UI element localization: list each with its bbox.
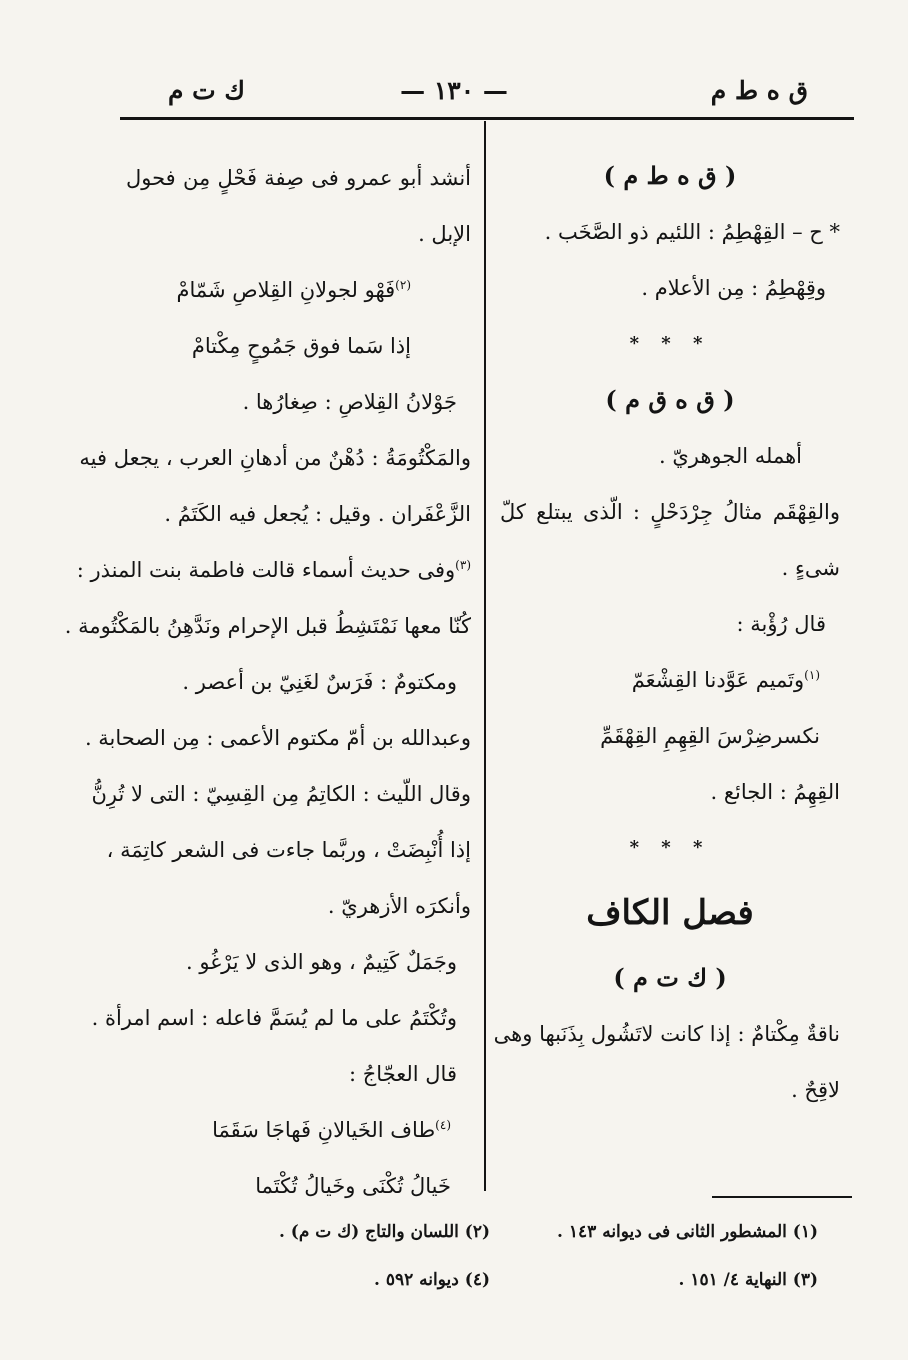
right-column-line: * ح – القِهْطِمُ : اللئيم ذو الصَّخَب .: [544, 220, 840, 244]
left-column-line: ومكتومٌ : فَرَسٌ لغَنِيّ بن أعصر .: [182, 670, 457, 694]
column-divider: [484, 121, 486, 1191]
header-rule: [120, 117, 854, 120]
left-column-line: وجَمَلٌ كَتِيمٌ ، وهو الذى لا يَرْغُو .: [186, 950, 457, 974]
right-column-line-text: وتَميم عَوَّدنا القِشْعَمّ: [631, 668, 805, 692]
footnote-marker: (١): [804, 668, 820, 682]
right-column-line: * * *: [629, 333, 711, 354]
footnote-marker: (٣): [455, 558, 471, 572]
left-column-line-text: طاف الخَيالانِ فَهاجَا سَقَمَا: [212, 1118, 436, 1142]
left-column-line: وقال اللّيث : الكاتِمُ مِن القِسِيّ : التى لا تُرِنُّ: [91, 782, 471, 806]
right-column-line: القِهِمُ : الجائع .: [710, 780, 840, 804]
left-column-line: خَيالُ تُكْنَى وخَيالُ تُكْتَما: [255, 1174, 451, 1198]
right-column: [493, 148, 840, 1118]
left-column-line-text: وفى حديث أسماء قالت فاطمة بنت المنذر :: [76, 558, 456, 582]
right-column-line: قال رُؤْبة :: [736, 612, 826, 636]
right-column-line: فصل الكاف: [586, 893, 754, 933]
left-column: [64, 150, 471, 1214]
footnote-4: (٤) ديوانه ٥٩٢ .: [374, 1270, 490, 1290]
right-column-line: [500, 652, 840, 708]
footnote-marker: (٤): [435, 1118, 451, 1132]
left-column-line: والمَكْتُومَةُ : دُهْنٌ من أدهانِ العرب ، يجعل فيه: [79, 446, 471, 470]
footnote-3: (٣) النهاية ٤/ ١٥١ .: [678, 1270, 818, 1290]
left-column-line: إذا سَما فوق جَمُوحٍ مِكْتامْ: [191, 334, 411, 358]
left-column-line-text: فَهْو لجولانِ القِلاصِ شَمّامْ: [176, 278, 396, 302]
left-column-line: وتُكْتَمُ على ما لم يُسَمَّ فاعله : اسم امرأة .: [91, 1006, 457, 1030]
footnote-2: (٢) اللسان والتاج (ك ت م) .: [278, 1222, 490, 1242]
header-root-right: ق ه ط م: [710, 76, 808, 105]
right-column-line: أهمله الجوهريّ .: [658, 444, 802, 468]
left-column-line: وعبدالله بن أمّ مكتوم الأعمى : مِن الصحابة .: [84, 726, 471, 750]
footnote-marker: (٢): [395, 278, 411, 292]
left-column-line: [126, 1102, 471, 1158]
left-column-line: [76, 542, 471, 598]
right-column-line: ناقةٌ مِكْتامٌ : إذا كانت لاتَشُول بِذَنَبها وهى: [493, 1022, 840, 1046]
right-column-line: ( ك ت م ): [613, 963, 727, 992]
left-column-line: أنشد أبو عمرو فى صِفة فَحْلٍ مِن فحول: [126, 166, 471, 190]
header-root-left: ك ت م: [168, 76, 246, 105]
right-column-line: شىءٍ .: [781, 556, 840, 580]
right-column-line: * * *: [629, 837, 711, 858]
right-column-line: لاقِحٌ .: [791, 1078, 840, 1102]
right-column-line: نكسرضِرْسَ القِهِمِ القِهْقَمِّ: [600, 724, 820, 748]
right-column-line: والقِهْقَم مثالُ جِرْدَحْلٍ : الّذى يبتلع كلّ: [500, 500, 840, 524]
left-column-line: كُنّا معها نَمْتَشِطُ قبل الإحرام ونَدَّهِنُ بالمَكْتُومة .: [64, 614, 471, 638]
left-column-line: الزَّعْفَران . وقيل : يُجعل فيه الكَتَمُ .: [164, 502, 471, 526]
footnote-1: (١) المشطور الثانى فى ديوانه ١٤٣ .: [557, 1222, 818, 1242]
left-column-line: [126, 262, 471, 318]
left-column-line: جَوْلانُ القِلاصِ : صِغارُها .: [242, 390, 457, 414]
left-column-line: وأنكرَه الأزهريّ .: [327, 894, 471, 918]
right-column-line: ( ق ه ط م ): [603, 161, 737, 190]
left-column-line: الإبل .: [418, 222, 471, 246]
left-column-line: قال العجّاجُ :: [349, 1062, 457, 1086]
footnote-rule: [712, 1196, 852, 1198]
right-column-line: ( ق ه ق م ): [605, 385, 735, 414]
right-column-line: وقِهْطِمُ : مِن الأعلام .: [641, 276, 826, 300]
page-number: — ١٣٠ —: [400, 76, 508, 105]
left-column-line: إذا أُنْبِضَتْ ، وربَّما جاءت فى الشعر كاتِمَة ،: [106, 838, 471, 862]
